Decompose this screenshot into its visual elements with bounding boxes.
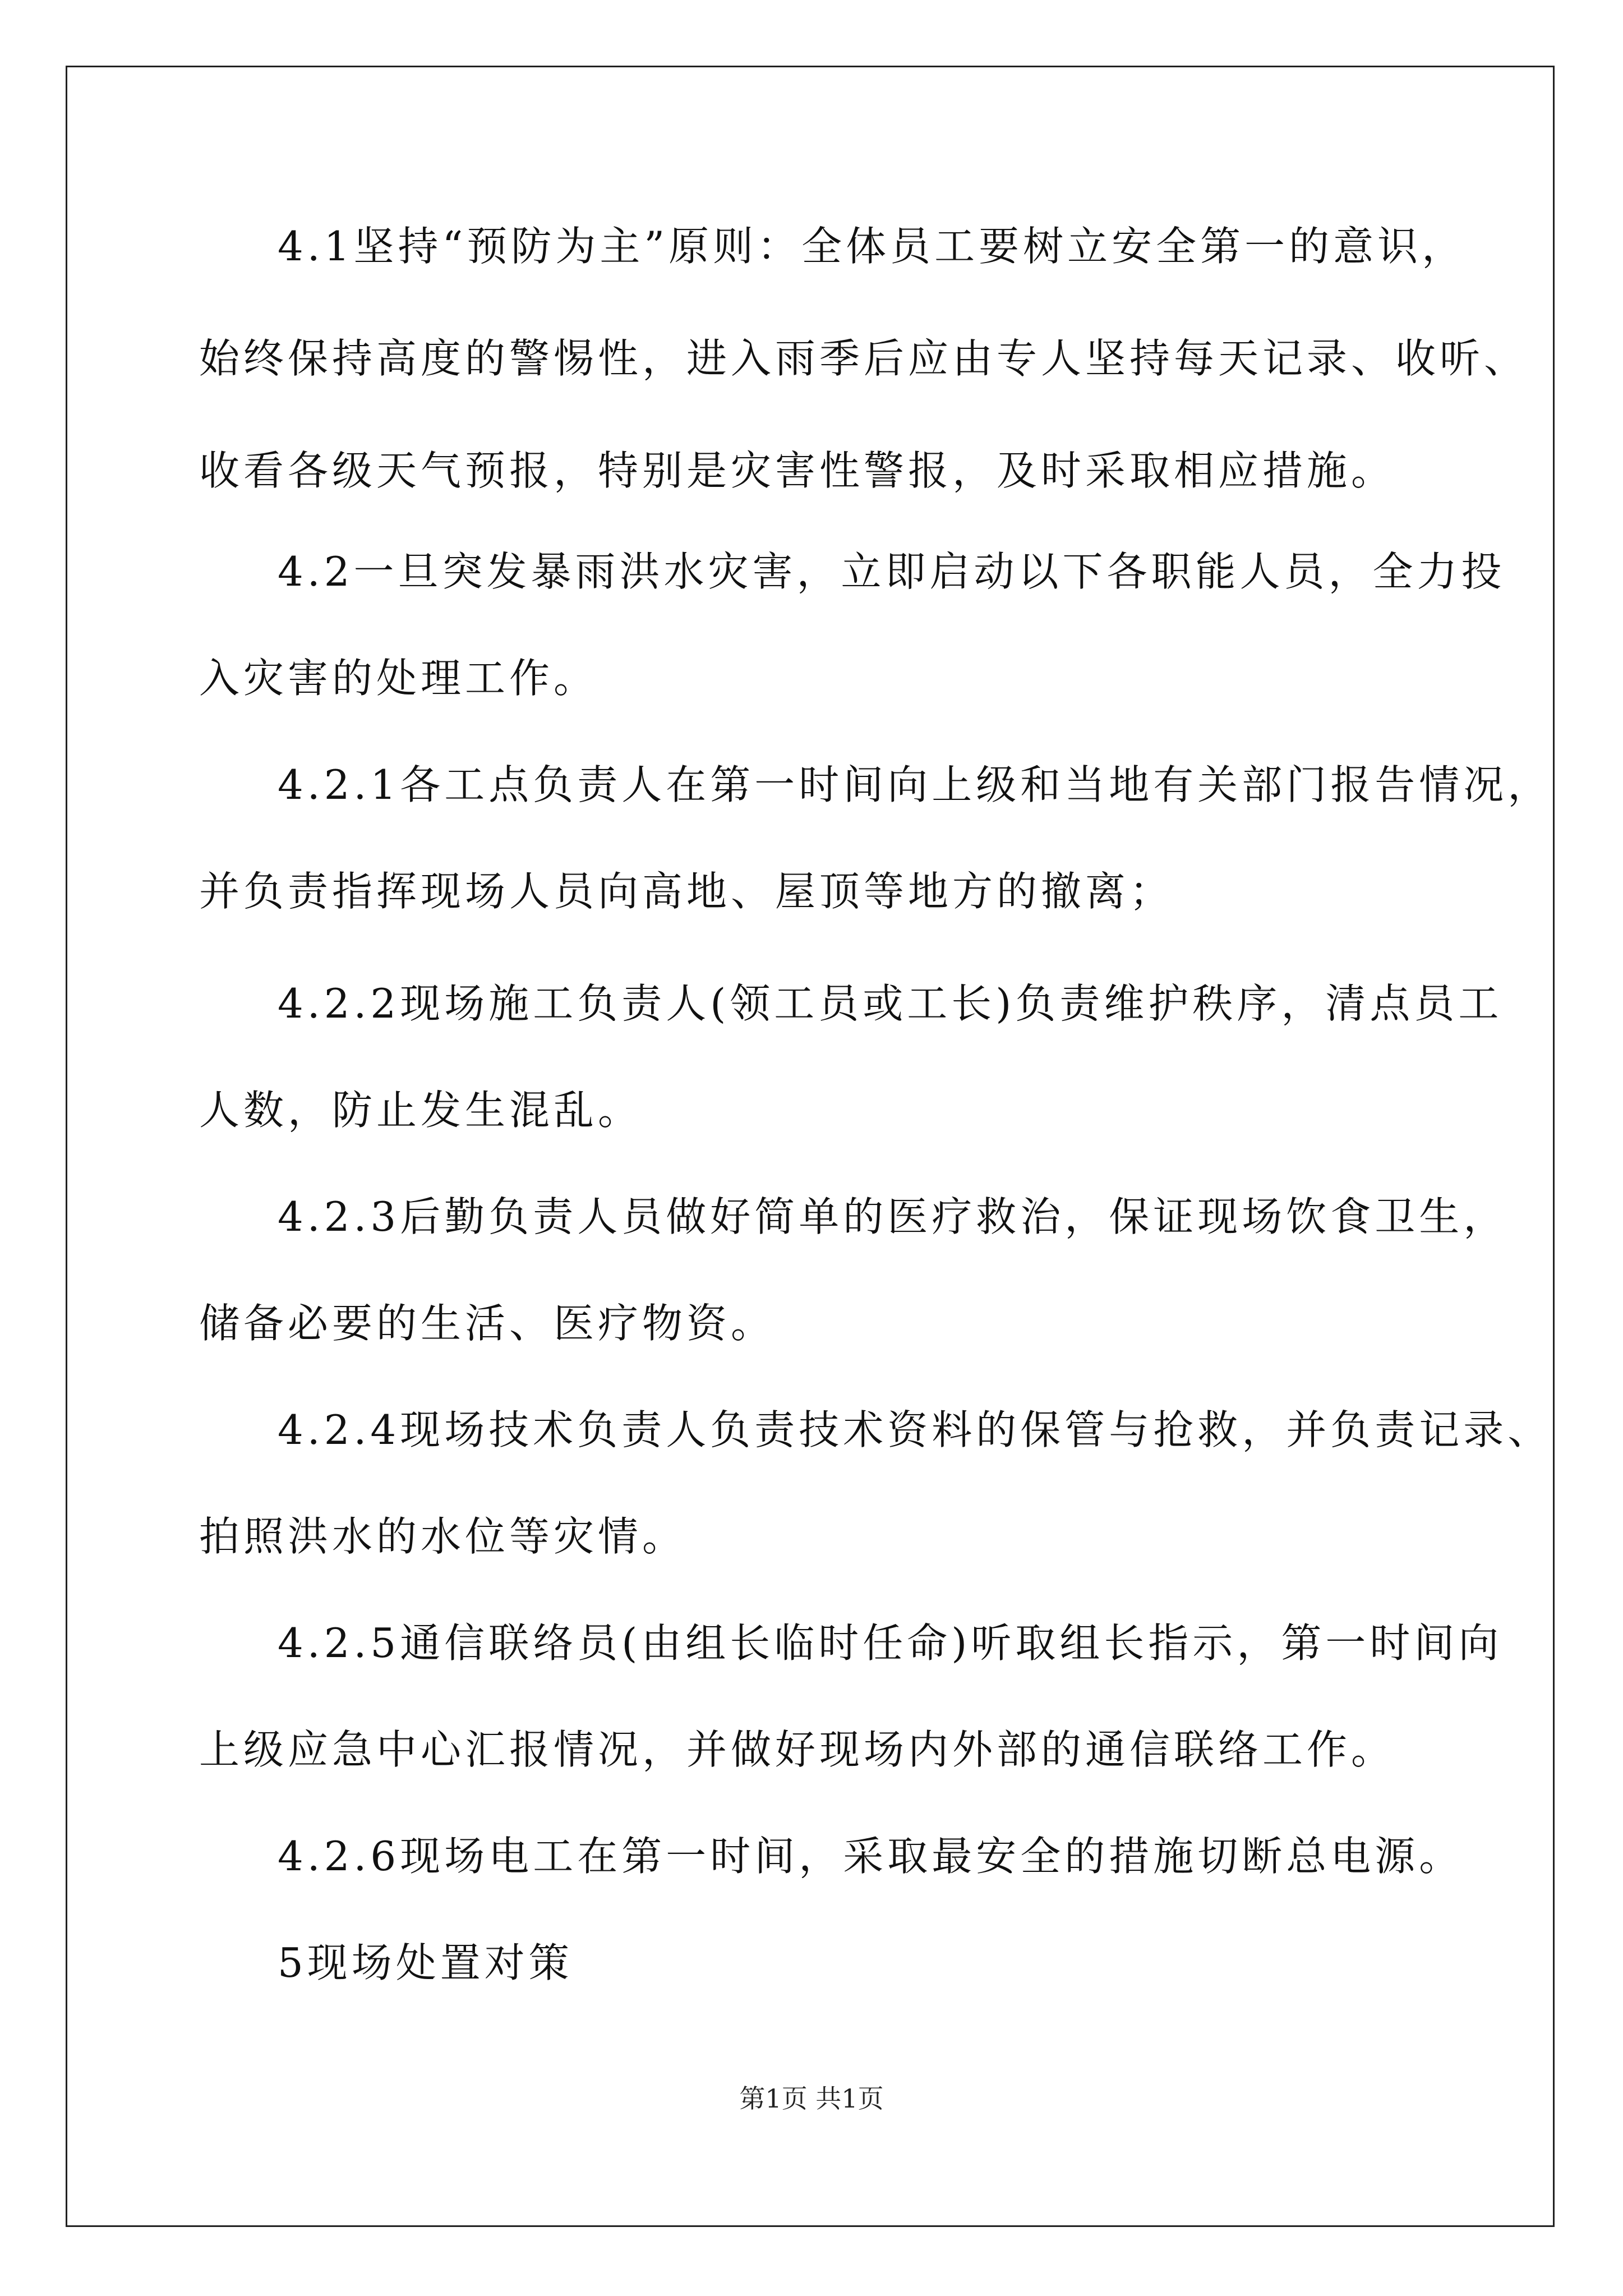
paragraph-line: 4.2.6现场电工在第一时间，采取最安全的措施切断总电源。 [278, 1833, 1464, 1880]
paragraph-line: 储备必要的生活、医疗物资。 [199, 1300, 776, 1347]
paragraph-line: 4.2.5通信联络员(由组长临时任命)听取组长指示，第一时间向 [278, 1619, 1503, 1667]
paragraph-line: 4.2一旦突发暴雨洪水灾害，立即启动以下各职能人员，全力投 [278, 548, 1506, 595]
paragraph-line: 4.2.2现场施工负责人(领工员或工长)负责维护秩序，清点员工 [278, 980, 1503, 1027]
paragraph-line: 拍照洪水的水位等灾情。 [199, 1513, 687, 1560]
paragraph-line: 始终保持高度的警惕性，进入雨季后应由专人坚持每天记录、收听、 [199, 335, 1529, 382]
paragraph-line: 入灾害的处理工作。 [199, 655, 598, 702]
paragraph-line: 4.1坚持“预防为主”原则：全体员工要树立安全第一的意识， [278, 223, 1467, 270]
paragraph-line: 4.2.3后勤负责人员做好简单的医疗救治，保证现场饮食卫生， [278, 1193, 1508, 1240]
paragraph-line: 并负责指挥现场人员向高地、屋顶等地方的撤离； [199, 868, 1174, 915]
page-border [66, 66, 1555, 2227]
paragraph-line: 人数，防止发生混乱。 [199, 1087, 643, 1134]
page-number: 第1页 共1页 [739, 2083, 884, 2114]
paragraph-line: 收看各级天气预报，特别是灾害性警报，及时采取相应措施。 [199, 447, 1396, 494]
paragraph-line: 上级应急中心汇报情况，并做好现场内外部的通信联络工作。 [199, 1726, 1396, 1773]
paragraph-line: 4.2.4现场技术负责人负责技术资料的保管与抢救，并负责记录、 [278, 1406, 1552, 1453]
section-heading: 5现场处置对策 [278, 1939, 573, 1986]
paragraph-line: 4.2.1各工点负责人在第一时间向上级和当地有关部门报告情况， [278, 761, 1552, 808]
